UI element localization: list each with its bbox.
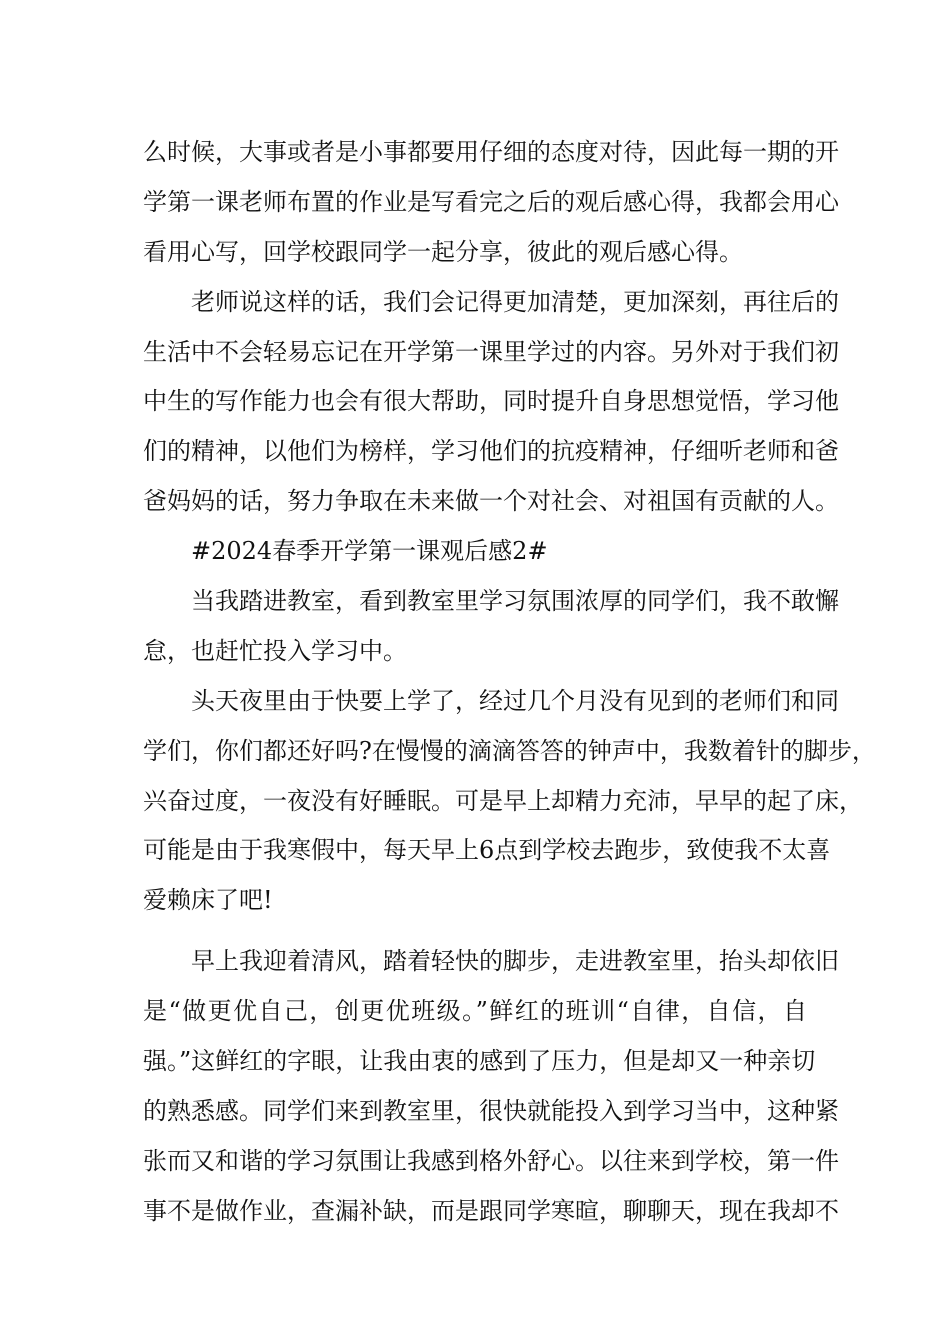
text-line-11: 怠，也赶忙投入学习中。 — [143, 636, 407, 665]
text-line-8: 爸妈妈的话，努力争取在未来做一个对社会、对祖国有贡献的人。 — [143, 487, 839, 516]
text-line-16: 爱赖床了吧! — [143, 886, 273, 915]
text-line-12: 头天夜里由于快要上学了，经过几个月没有见到的老师们和同 — [191, 686, 839, 715]
text-line-3: 看用心写，回学校跟同学一起分享，彼此的观后感心得。 — [143, 237, 743, 266]
text-line-6: 中生的写作能力也会有很大帮助，同时提升自身思想觉悟，学习他 — [143, 387, 839, 416]
text-line-2: 学第一课老师布置的作业是写看完之后的观后感心得，我都会用心 — [143, 187, 839, 216]
text-line-13: 学们，你们都还好吗?在慢慢的滴滴答答的钟声中，我数着针的脚步， — [143, 736, 876, 765]
text-line-1: 么时候，大事或者是小事都要用仔细的态度对待，因此每一期的开 — [143, 138, 839, 166]
text-line-20: 的熟悉感。同学们来到教室里，很快就能投入到学习当中，这种紧 — [143, 1096, 839, 1125]
text-line-21: 张而又和谐的学习氛围让我感到格外舒心。以往来到学校，第一件 — [143, 1146, 839, 1175]
text-line-19: 强。”这鲜红的字眼，让我由衷的感到了压力，但是却又一种亲切 — [143, 1047, 816, 1076]
text-line-17: 早上我迎着清风，踏着轻快的脚步，走进教室里，抬头却依旧 — [191, 947, 839, 976]
text-line-4: 老师说这样的话，我们会记得更加清楚，更加深刻，再往后的 — [191, 287, 839, 316]
text-line-15: 可能是由于我寒假中，每天早上6点到学校去跑步，致使我不太喜 — [143, 836, 831, 865]
text-line-14: 兴奋过度，一夜没有好睡眠。可是早上却精力充沛，早早的起了床， — [143, 786, 863, 815]
text-line-7: 们的精神，以他们为榜样，学习他们的抗疫精神，仔细听老师和爸 — [143, 437, 839, 466]
text-line-10: 当我踏进教室，看到教室里学习氛围浓厚的同学们，我不敢懈 — [191, 587, 839, 616]
text-line-22: 事不是做作业，查漏补缺，而是跟同学寒暄，聊聊天，现在我却不 — [143, 1196, 839, 1225]
text-line-5: 生活中不会轻易忘记在开学第一课里学过的内容。另外对于我们初 — [143, 337, 839, 366]
section-heading: #2024春季开学第一课观后感2# — [191, 537, 548, 566]
text-line-18: 是“做更优自己，创更优班级。”鲜红的班训“自律，自信，自 — [143, 997, 807, 1026]
document-body — [143, 128, 876, 1237]
